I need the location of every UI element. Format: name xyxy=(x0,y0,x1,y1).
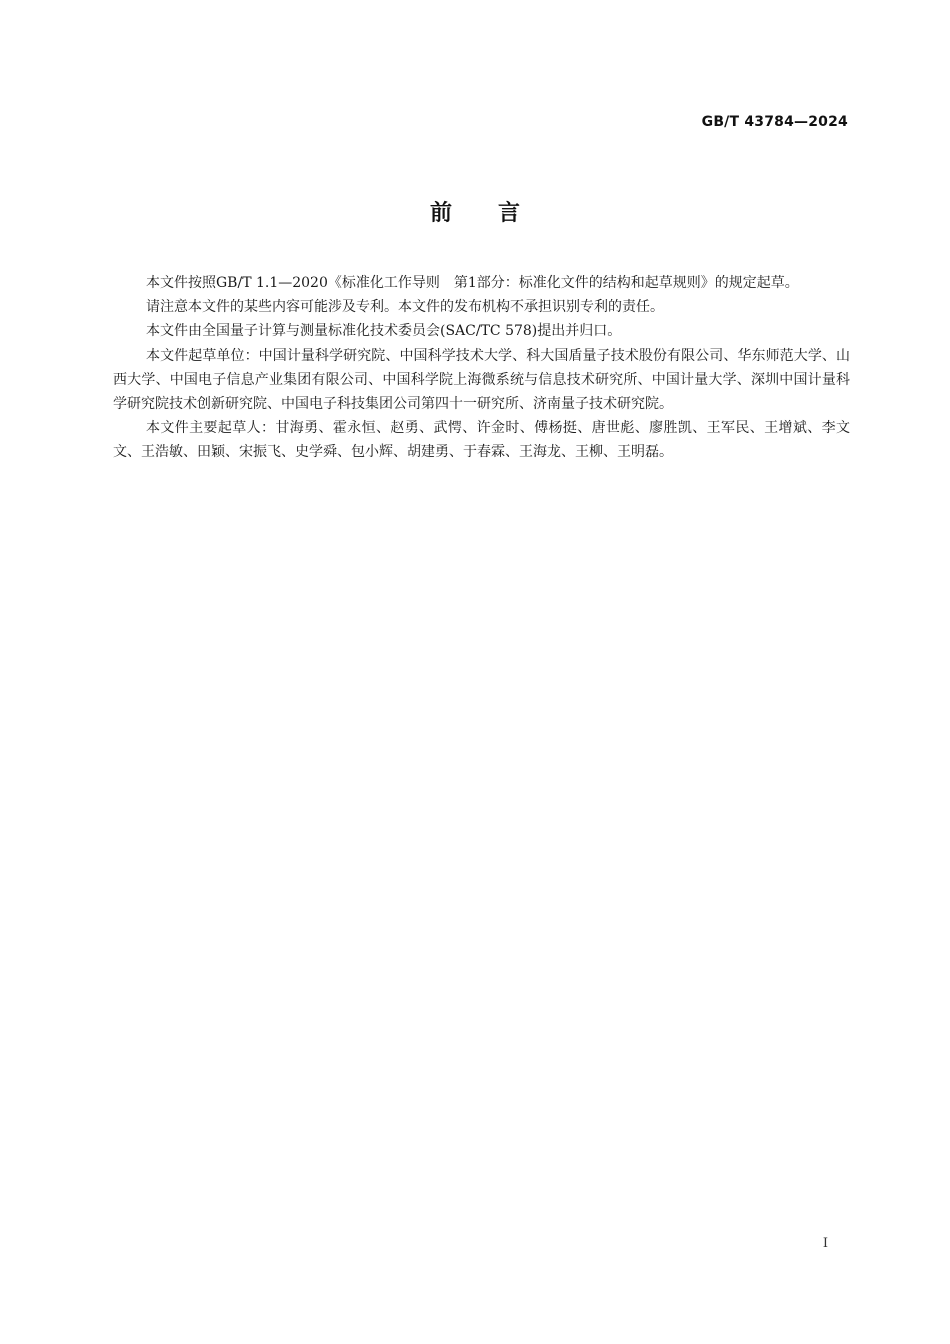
page-title: 前言 xyxy=(429,201,566,226)
paragraph-drafting-units: 本文件起草单位：中国计量科学研究院、中国科学技术大学、科大国盾量子技术股份有限公司、华东师范大学、山西大学、中国电子信息产业集团有限公司、中国科学院上海微系统与信息技术研究所、中国计量大学、深圳中国计量科学研究院技术创新研究院、中国电子科技集团公司第四十一研究所、济南量子技术研究院。 xyxy=(113,347,850,413)
foreword-body xyxy=(113,271,850,465)
paragraph-drafting-rules: 本文件按照GB/T 1.1—2020《标准化工作导则 第1部分：标准化文件的结构和起草规则》的规定起草。 xyxy=(146,275,799,291)
page-number: I xyxy=(822,1236,828,1251)
paragraph-drafters: 本文件主要起草人：甘海勇、霍永恒、赵勇、武愕、许金时、傅杨挺、唐世彪、廖胜凯、王军民、王增斌、李文文、王浩敏、田颖、宋振飞、史学舜、包小辉、胡建勇、于春霖、王海龙、王柳、王明磊。 xyxy=(113,420,850,461)
standard-number: GB/T 43784—2024 xyxy=(701,114,848,130)
paragraph-patent-notice: 请注意本文件的某些内容可能涉及专利。本文件的发布机构不承担识别专利的责任。 xyxy=(146,299,664,316)
paragraph-proposer: 本文件由全国量子计算与测量标准化技术委员会(SAC/TC 578)提出并归口。 xyxy=(146,323,622,340)
